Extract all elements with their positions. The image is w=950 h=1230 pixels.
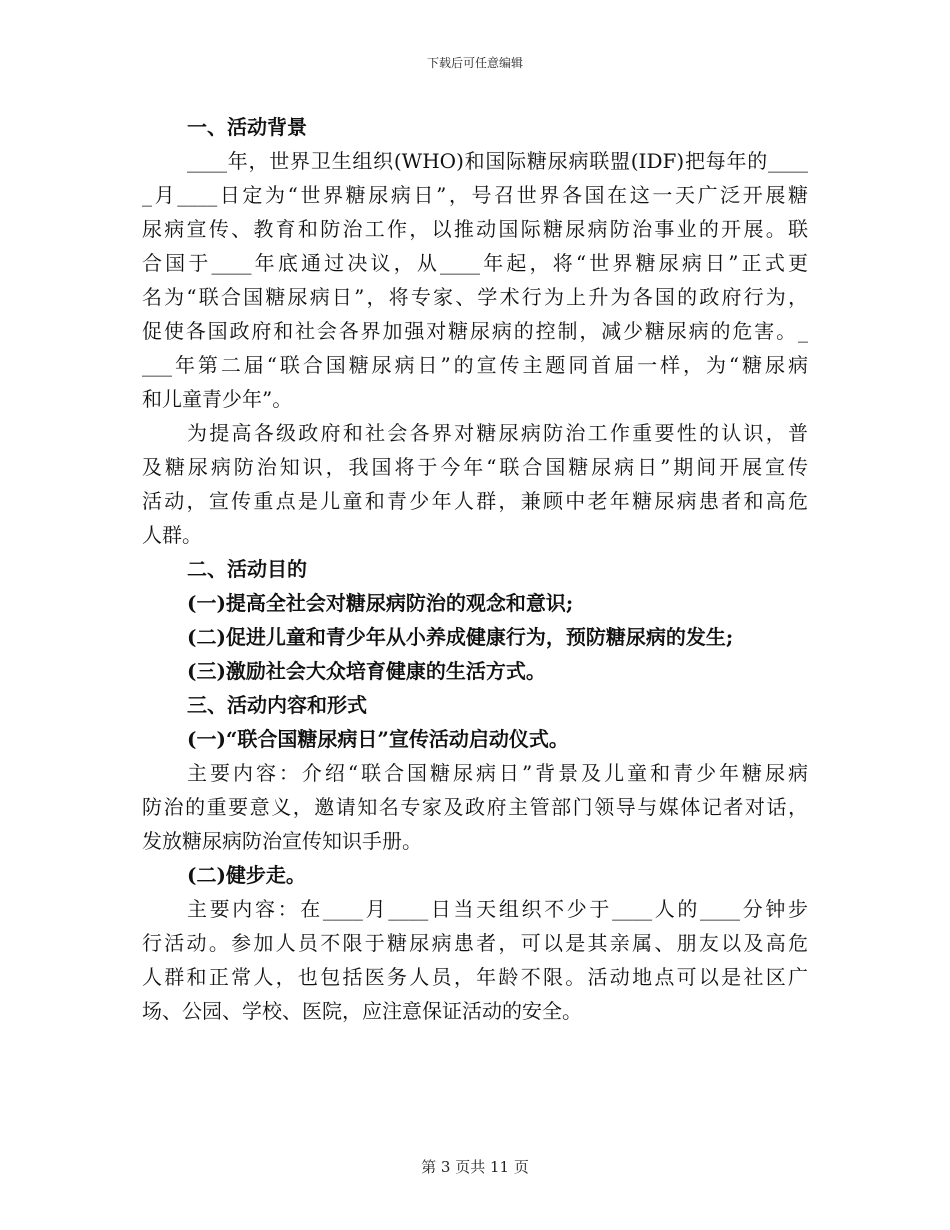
text-line: 为提高各级政府和社会各界对糖尿病防治工作重要性的认识，普 — [187, 421, 808, 445]
text-line: 人群和正常人，也包括医务人员，年龄不限。活动地点可以是社区广 — [142, 965, 808, 989]
text-line: 主要内容：在____月____日当天组织不少于____人的____分钟步 — [187, 897, 808, 921]
text-line: 行活动。参加人员不限于糖尿病患者，可以是其亲属、朋友以及高危 — [142, 931, 808, 955]
document-body — [142, 110, 808, 1028]
subsection-heading: (二)健步走。 — [187, 863, 306, 887]
text-line: 促使各国政府和社会各界加强对糖尿病的控制，减少糖尿病的危害。_ — [142, 319, 808, 343]
text-line: _月____日定为“世界糖尿病日”，号召世界各国在这一天广泛开展糖 — [142, 183, 808, 207]
text-line: 主要内容：介绍“联合国糖尿病日”背景及儿童和青少年糖尿病 — [187, 761, 808, 785]
text-line: 和儿童青少年”。 — [142, 387, 293, 411]
subsection-heading: (一)“联合国糖尿病日”宣传活动启动仪式。 — [187, 727, 569, 751]
section-heading: 二、活动目的 — [187, 557, 307, 581]
text-line: 场、公园、学校、医院，应注意保证活动的安全。 — [142, 999, 582, 1023]
text-line: 尿病宣传、教育和防治工作，以推动国际糖尿病防治事业的开展。联 — [142, 217, 808, 241]
section-heading: 一、活动背景 — [187, 115, 307, 139]
text-line: 合国于____年底通过决议，从____年起，将“世界糖尿病日”正式更 — [142, 251, 808, 275]
text-line: ___年第二届“联合国糖尿病日”的宣传主题同首届一样，为“糖尿病 — [142, 353, 808, 377]
subsection-heading: (一)提高全社会对糖尿病防治的观念和意识; — [187, 591, 574, 615]
text-line: 活动，宣传重点是儿童和青少年人群，兼顾中老年糖尿病患者和高危 — [142, 489, 808, 513]
text-line: 防治的重要意义，邀请知名专家及政府主管部门领导与媒体记者对话， — [142, 795, 808, 819]
page-header: 下载后可任意编辑 — [426, 56, 523, 70]
text-line: ____年，世界卫生组织(WHO)和国际糖尿病联盟(IDF)把每年的____ — [187, 149, 808, 173]
text-line: 名为“联合国糖尿病日”，将专家、学术行为上升为各国的政府行为， — [142, 285, 808, 309]
text-line: 发放糖尿病防治宣传知识手册。 — [142, 829, 422, 853]
subsection-heading: (二)促进儿童和青少年从小养成健康行为，预防糖尿病的发生; — [187, 625, 734, 649]
text-line: 人群。 — [142, 523, 202, 547]
text-line: 及糖尿病防治知识，我国将于今年“联合国糖尿病日”期间开展宣传 — [142, 455, 808, 479]
section-heading: 三、活动内容和形式 — [187, 693, 367, 717]
subsection-heading: (三)激励社会大众培育健康的生活方式。 — [187, 659, 546, 683]
page-footer: 第 3 页共 11 页 — [421, 1158, 529, 1176]
